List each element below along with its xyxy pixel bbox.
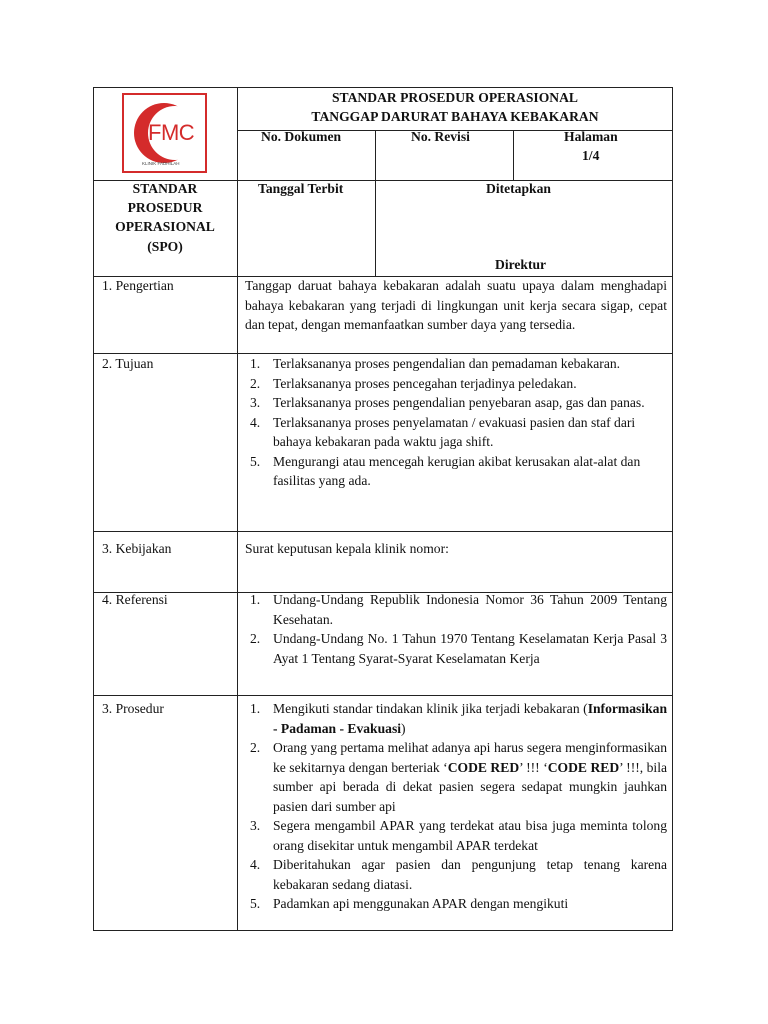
tanggal-terbit-label: Tanggal Terbit	[258, 181, 344, 196]
code-red-text: CODE RED	[547, 759, 620, 775]
table-column-rule	[513, 130, 514, 180]
section-label-tujuan: 2. Tujuan	[102, 356, 154, 371]
list-item: 4. Diberitahukan agar pasien dan pengunjung tetap tenang karena kebakaran sedang diatasi.	[250, 857, 667, 892]
code-red-text: CODE RED	[447, 759, 520, 775]
tujuan-list	[245, 354, 669, 491]
halaman-value: 1/4	[582, 148, 600, 163]
spo-document	[93, 87, 673, 931]
list-item: 5. Mengurangi atau mencegah kerugian akibat kerusakan alat-alat dan fasilitas yang ada.	[250, 453, 641, 488]
list-item: 2. Terlaksananya proses pencegahan terjadinya peledakan.	[250, 375, 577, 391]
section-label-prosedur: 3. Prosedur	[102, 701, 164, 716]
section-label-kebijakan: 3. Kebijakan	[102, 541, 172, 556]
logo-text: FMC	[148, 120, 195, 145]
referensi-list	[245, 590, 667, 668]
table-rule	[93, 531, 673, 532]
direktur-label: Direktur	[495, 257, 547, 272]
table-column-rule	[375, 130, 376, 180]
document-title: STANDAR PROSEDUR OPERASIONAL	[332, 90, 578, 105]
spo-line: (SPO)	[147, 239, 183, 254]
spo-line: STANDAR	[132, 181, 198, 196]
list-item: 1. Undang-Undang Republik Indonesia Nomor 36 Tahun 2009 Tentang Kesehatan.	[250, 592, 667, 627]
spo-line: OPERASIONAL	[115, 219, 215, 234]
spo-line: PROSEDUR	[127, 200, 203, 215]
table-column-rule	[237, 87, 238, 931]
list-item: 1. Terlaksananya proses pengendalian dan pemadaman kebakaran.	[250, 356, 621, 371]
list-item: 5. Padamkan api menggunakan APAR dengan mengikuti	[250, 896, 569, 911]
section-label-pengertian: 1. Pengertian	[102, 278, 174, 293]
no-dokumen-label: No. Dokumen	[261, 129, 342, 144]
table-column-rule	[375, 180, 376, 276]
clinic-logo	[122, 93, 207, 173]
bold-text: Informasikan - Padaman - Evakuasi	[273, 701, 667, 736]
list-item: 1. Mengikuti standar tindakan klinik jika terjadi kebakaran (Informasikan - Padaman - Evakuasi)	[250, 701, 667, 736]
halaman-label: Halaman	[564, 129, 618, 144]
table-border-right	[672, 87, 673, 931]
list-item: 3. Segera mengambil APAR yang terdekat atau bisa juga meminta tolong orang disekitar untuk mengambil APAR terdekat	[250, 818, 667, 853]
ditetapkan-label: Ditetapkan	[486, 181, 551, 196]
section-label-referensi: 4. Referensi	[102, 592, 168, 607]
table-rule	[93, 695, 673, 696]
list-item: 3. Terlaksananya proses pengendalian penyebaran asap, gas dan panas.	[250, 395, 645, 410]
pengertian-text: Tanggap daruat bahaya kebakaran adalah suatu upaya dalam menghadapi bahaya kebakaran yang terjadi di lingkungan unit kerja secara sigap, cepat dan tepat, dengan memanfaatkan sumber daya yang tersedia.	[245, 278, 667, 332]
list-item: 2. Orang yang pertama melihat adanya api harus segera menginformasikan ke sekitarnya dengan berteriak ‘CODE RED’ !!! ‘CODE RED’ !!!, bila sumber api berada di dekat pasien segera sedapat mungkin jauhkan pasien dari sumber api	[250, 740, 668, 814]
document-subtitle: TANGGAP DARURAT BAHAYA KEBAKARAN	[311, 109, 599, 124]
no-revisi-label: No. Revisi	[411, 129, 470, 144]
list-item: 4. Terlaksananya proses penyelamatan / evakuasi pasien dan staf dari bahaya kebakaran pada waktu jaga shift.	[250, 414, 636, 449]
prosedur-list	[245, 699, 667, 914]
table-border-bottom	[93, 930, 673, 931]
list-item: 2. Undang-Undang No. 1 Tahun 1970 Tentang Keselamatan Kerja Pasal 3 Ayat 1 Tentang Syarat-Syarat Keselamatan Kerja	[250, 631, 667, 666]
logo-subtext: KLINIK FADHILAH	[142, 161, 180, 166]
kebijakan-text: Surat keputusan kepala klinik nomor:	[245, 541, 449, 556]
